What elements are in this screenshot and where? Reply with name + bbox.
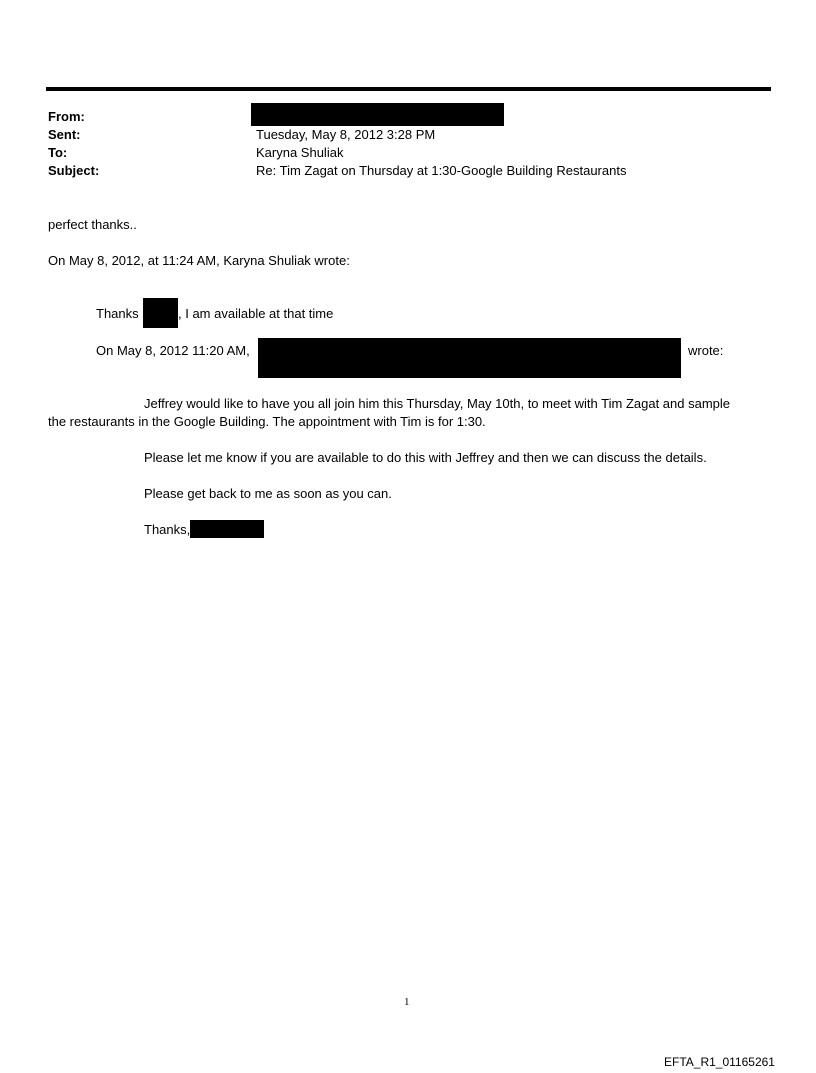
document-id: EFTA_R1_01165261 bbox=[664, 1055, 775, 1069]
subject-value: Re: Tim Zagat on Thursday at 1:30-Google Building Restaurants bbox=[256, 163, 627, 178]
sent-value: Tuesday, May 8, 2012 3:28 PM bbox=[256, 127, 436, 142]
sent-label: Sent: bbox=[48, 127, 81, 142]
to-value: Karyna Shuliak bbox=[256, 145, 344, 160]
name-redaction bbox=[143, 298, 178, 328]
quote2-intro-start: On May 8, 2012 11:20 AM, bbox=[96, 343, 250, 358]
sender-redaction bbox=[258, 338, 681, 378]
from-redaction bbox=[251, 103, 504, 126]
from-label: From: bbox=[48, 109, 85, 124]
paragraph-1-line-2: the restaurants in the Google Building. The appointment with Tim is for 1:30. bbox=[48, 414, 486, 429]
signoff: Thanks, bbox=[144, 522, 191, 537]
paragraph-2: Please let me know if you are available to do this with Jeffrey and then we can discuss the details. bbox=[144, 450, 707, 465]
quote2-intro-end: wrote: bbox=[688, 343, 724, 358]
quote1-thanks-start: Thanks bbox=[96, 306, 139, 321]
page-number: 1 bbox=[404, 996, 410, 1008]
paragraph-3: Please get back to me as soon as you can. bbox=[144, 486, 392, 501]
subject-label: Subject: bbox=[48, 163, 100, 178]
quote1-thanks-end: , I am available at that time bbox=[178, 306, 334, 321]
paragraph-1-line-1: Jeffrey would like to have you all join him this Thursday, May 10th, to meet with Tim Zagat and sample bbox=[144, 396, 731, 411]
to-label: To: bbox=[48, 145, 68, 160]
signature-redaction bbox=[190, 520, 264, 538]
header-rule bbox=[46, 87, 771, 91]
reply-line: perfect thanks.. bbox=[48, 217, 137, 232]
quote1-intro: On May 8, 2012, at 11:24 AM, Karyna Shuliak wrote: bbox=[48, 253, 350, 268]
